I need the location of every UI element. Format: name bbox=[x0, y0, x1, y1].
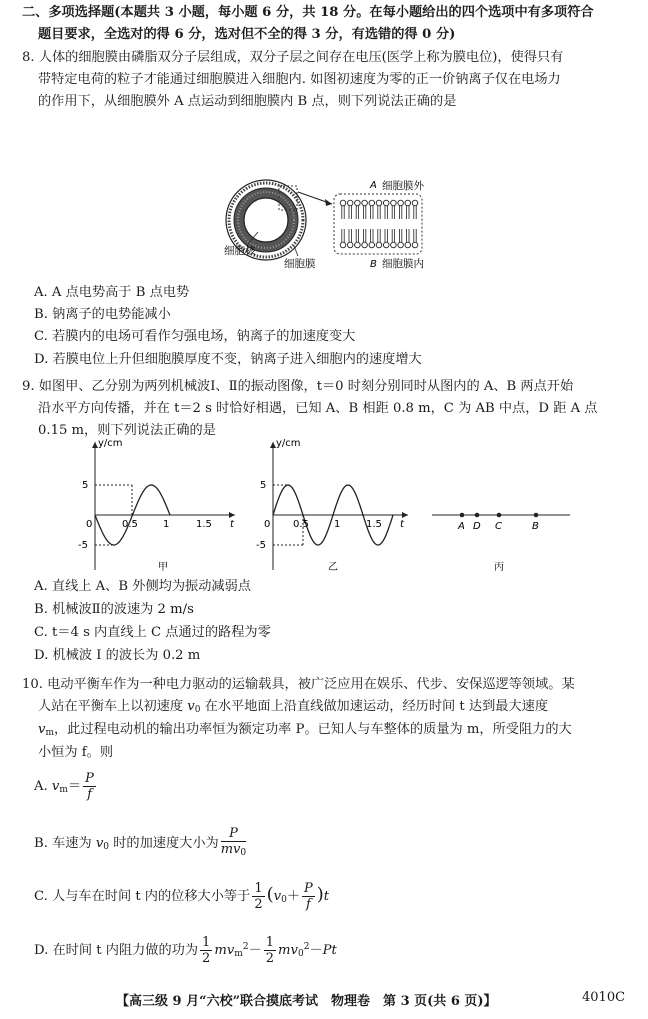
point-d bbox=[475, 513, 480, 518]
q10-option-c: C. 人与车在时间 t 内的位移大小等于 $\frac{1}{2}$ ($v_0+$ $\frac{P}{f}$ )t bbox=[34, 881, 330, 912]
label-c: C bbox=[495, 521, 502, 532]
nucleus-label: 细胞核 bbox=[224, 245, 256, 257]
ytick-5: 5 bbox=[82, 480, 89, 491]
ylabel: y/cm bbox=[98, 438, 123, 449]
ytick-5: 5 bbox=[260, 480, 267, 491]
label-d: D bbox=[473, 521, 481, 532]
section-header-line2: 题目要求，全选对的得 6 分，选对但不全的得 3 分，有选错的得 0 分) bbox=[38, 27, 456, 42]
footer-code: 4010C bbox=[582, 990, 626, 1005]
point-a bbox=[460, 513, 465, 518]
graph-jia bbox=[70, 430, 240, 580]
ylabel: y/cm bbox=[276, 438, 301, 449]
xlabel: t bbox=[400, 519, 404, 530]
caption-bing: 丙 bbox=[494, 562, 504, 573]
q10-option-d: D. 在时间 t 内阻力做的功为 $\frac{1}{2}$ $mv_m^2-$ $\frac{1}{2}$ $mv_0^2-Pt$ bbox=[34, 935, 337, 966]
q9-stem-line3: 0.15 m，则下列说法正确的是 bbox=[38, 423, 216, 438]
label-a: A bbox=[458, 521, 465, 532]
section-header-line1: 二、多项选择题(本题共 3 小题，每小题 6 分，共 18 分。在每小题给出的四个选项中有多项符合 bbox=[22, 5, 594, 20]
point-b bbox=[534, 513, 539, 518]
outside-label: 细胞膜外 bbox=[382, 180, 424, 192]
q8-stem-line1: 8. 人体的细胞膜由磷脂双分子层组成，双分子层之间存在电压(医学上称为膜电位)，使得只有 bbox=[22, 50, 564, 65]
q8-option-a: A. A 点电势高于 B 点电势 bbox=[34, 285, 190, 300]
q8-option-c: C. 若膜内的电场可看作匀强电场，钠离子的加速度变大 bbox=[34, 329, 356, 344]
xtick-05: 0.5 bbox=[293, 519, 309, 530]
xtick-15: 1.5 bbox=[366, 519, 382, 530]
point-a-label: A bbox=[370, 180, 377, 191]
q8-stem-line3: 的作用下，从细胞膜外 A 点运动到细胞膜内 B 点，则下列说法正确的是 bbox=[38, 94, 457, 109]
q9-option-b: B. 机械波Ⅱ的波速为 2 m/s bbox=[34, 602, 194, 617]
xtick-1: 1 bbox=[334, 519, 341, 530]
q9-option-d: D. 机械波 I 的波长为 0.2 m bbox=[34, 648, 201, 663]
q8-option-b: B. 钠离子的电势能减小 bbox=[34, 307, 171, 322]
membrane-label: 细胞膜 bbox=[284, 258, 316, 270]
phospholipid-bilayer bbox=[340, 200, 418, 248]
q9-stem-line2: 沿水平方向传播，并在 t＝2 s 时恰好相遇，已知 A、B 相距 0.8 m，C 为 AB 中点，D 距 A 点 bbox=[38, 401, 598, 416]
xtick-1: 1 bbox=[163, 519, 170, 530]
q10-option-b: B. 车速为 $v_0$ 时的加速度大小为 $\frac{P}{mv_0}$ bbox=[34, 826, 247, 858]
q9-option-a: A. 直线上 A、B 外侧均为振动减弱点 bbox=[34, 579, 251, 594]
ytick-neg5: -5 bbox=[256, 540, 266, 551]
xtick-15: 1.5 bbox=[196, 519, 212, 530]
xtick-05: 0.5 bbox=[122, 519, 138, 530]
caption-yi: 乙 bbox=[328, 562, 338, 573]
point-b-label: B bbox=[370, 259, 377, 270]
q9-stem-line1: 9. 如图甲、乙分别为两列机械波Ⅰ、Ⅱ的振动图像，t＝0 时刻分别同时从图内的 A、B 两点开始 bbox=[22, 379, 574, 394]
inside-label: 细胞膜内 bbox=[382, 258, 424, 270]
graph-yi bbox=[248, 430, 418, 580]
label-b: B bbox=[532, 521, 539, 532]
q10-stem-line1: 10. 电动平衡车作为一种电力驱动的运输载具，被广泛应用在娱乐、代步、安保巡逻等领域。某 bbox=[22, 677, 575, 692]
q10-stem-line2: 人站在平衡车上以初速度 $v_0$ 在水平地面上沿直线做加速运动，经历时间 t 达到最大速度 bbox=[38, 699, 549, 715]
graph-bing bbox=[428, 430, 578, 580]
q8-option-d: D. 若膜电位上升但细胞膜厚度不变，钠离子进入细胞内的速度增大 bbox=[34, 352, 422, 367]
q9-option-c: C. t＝4 s 内直线上 C 点通过的路程为零 bbox=[34, 625, 271, 640]
q10-option-a: A. $v_m=$ $\frac{P}{f}$ bbox=[34, 771, 94, 802]
footer-title: 【高三级 9 月“六校”联合摸底考试 物理卷 第 3 页(共 6 页)】 bbox=[116, 994, 497, 1009]
cell-membrane-figure bbox=[224, 172, 474, 272]
q8-stem-line2: 带特定电荷的粒子才能通过细胞膜进入细胞内. 如图初速度为零的正一价钠离子仅在电场力 bbox=[38, 72, 561, 87]
point-c bbox=[497, 513, 502, 518]
origin: 0 bbox=[86, 519, 93, 530]
origin: 0 bbox=[264, 519, 271, 530]
q10-stem-line3: $v_m$，此过程电动机的输出功率恒为额定功率 P。已知人与车整体的质量为 m，所受阻力的大 bbox=[38, 722, 572, 738]
q10-stem-line4: 小恒为 f。则 bbox=[38, 745, 114, 760]
xlabel: t bbox=[230, 519, 234, 530]
caption-jia: 甲 bbox=[158, 562, 168, 573]
ytick-neg5: -5 bbox=[78, 540, 88, 551]
